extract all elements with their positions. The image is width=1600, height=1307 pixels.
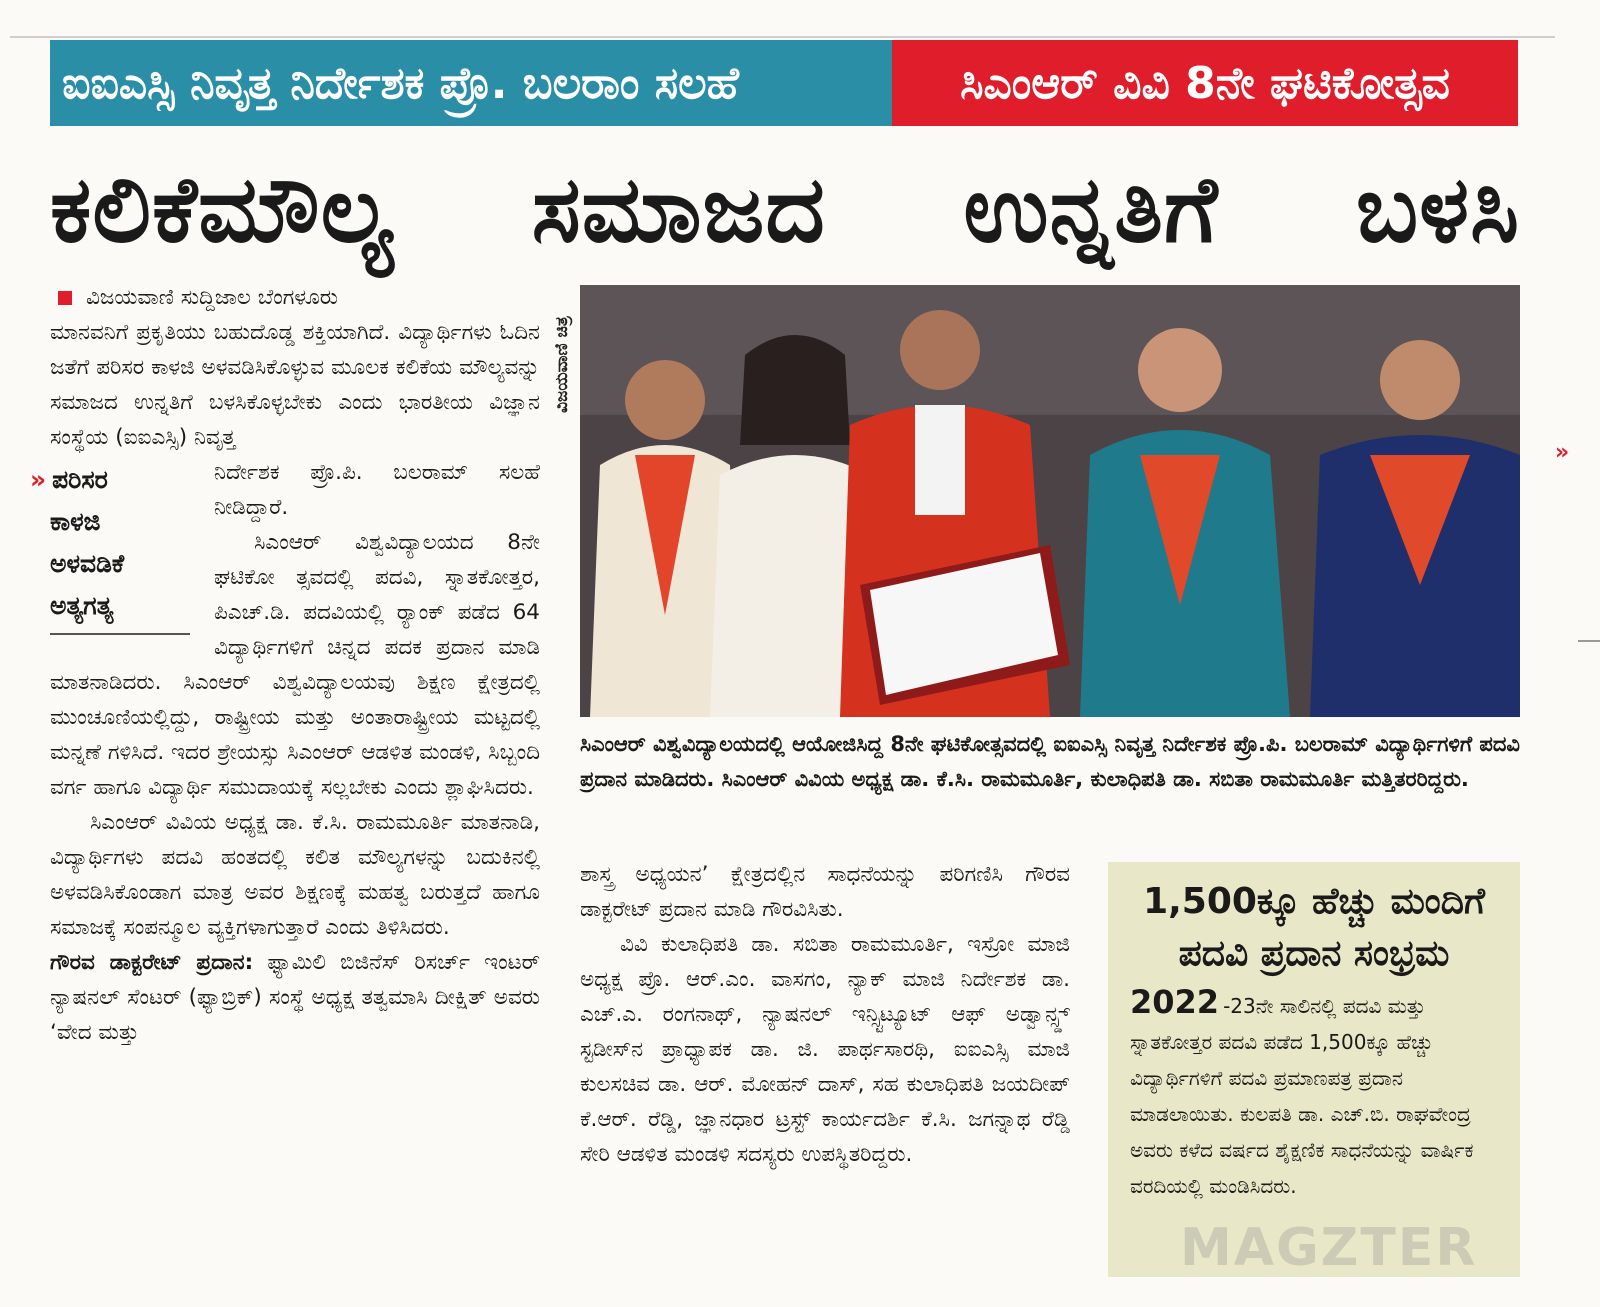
pull-quote-line-3: ಅಳವಡಿಕೆ bbox=[50, 549, 125, 578]
paragraph-intro-cont: ನಿರ್ದೇಶಕ ಪ್ರೊ.ಪಿ. ಬಲರಾಮ್ ಸಲಹೆ ನೀಡಿದ್ದಾರೆ. bbox=[214, 460, 540, 520]
adjacent-article-rule bbox=[1578, 640, 1600, 642]
sidebar-title: 1,500ಕ್ಕೂ ಹೆಚ್ಚು ಮಂದಿಗೆ ಪದವಿ ಪ್ರದಾನ ಸಂಭ್ರಮ bbox=[1143, 881, 1485, 974]
paragraph-4-text: ಫ್ಯಾಮಿಲಿ ಬಿಜಿನೆಸ್ ರಿಸರ್ಚ್ ಇಂಟರ್ ನ್ಯಾಷನಲ್ ಸೆಂಟರ್ (ಫ್ಯಾಬ್ರಿಕ್) ಸಂಸ್ಥೆ ಅಧ್ಯಕ್ಷ ತತ್ವಮಾಸಿ ದೀಕ್ಷಿತ್ ಅವರು ‘ವೇದ ಮತ್ತು bbox=[50, 950, 540, 1045]
paragraph-2: ಸಿಎಂಆರ್ ವಿಶ್ವವಿದ್ಯಾಲಯದ 8ನೇ ಘಟಿಕೋ ತ್ಸವದಲ್ಲಿ ಪದವಿ, ಸ್ನಾತಕೋತ್ತರ, ಪಿಎಚ್.ಡಿ. ಪದವಿಯಲ್ಲಿ ರ‍್ಯಾಂಕ್ ಪಡೆದ 64 ವಿದ್ಯಾರ್ಥಿಗಳಿಗೆ ಚಿನ್ನದ ಪದಕ ಪ್ರದಾನ ಮಾಡಿ ಮಾತನಾಡಿದರು. ಸಿಎಂಆರ್ ವಿಶ್ವವಿದ್ಯಾಲಯವು ಶಿಕ್ಷಣ ಕ್ಷೇತ್ರದಲ್ಲಿ ಮುಂಚೂಣಿಯಲ್ಲಿದ್ದು, ರಾಷ್ಟ್ರೀಯ ಮತ್ತು ಅಂತಾರಾಷ್ಟ್ರೀಯ ಮಟ್ಟದಲ್ಲಿ ಮನ್ನಣೆ ಗಳಿಸಿದೆ. ಇದರ ಶ್ರೇಯಸ್ಸು ಸಿಎಂಆರ್ ಆಡಳಿತ ಮಂಡಳಿ, ಸಿಬ್ಬಂದಿ ವರ್ಗ ಹಾಗೂ ವಿದ್ಯಾರ್ಥಿ ಸಮುದಾಯಕ್ಕೆ ಸಲ್ಲಬೇಕು ಎಂದು ಶ್ಲಾಘಿಸಿದರು. bbox=[50, 530, 540, 800]
pull-quote-arrow-icon: » bbox=[30, 465, 47, 494]
column-2-paragraph-1: ಶಾಸ್ತ್ರ ಅಧ್ಯಯನ’ ಕ್ಷೇತ್ರದಲ್ಲಿನ ಸಾಧನೆಯನ್ನು ಪರಿಗಣಿಸಿ ಗೌರವ ಡಾಕ್ಟರೇಟ್ ಪ್ರದಾನ ಮಾಡಿ ಗೌರವಿಸಿತು. bbox=[580, 862, 1070, 922]
photo-illustration bbox=[580, 285, 1520, 717]
pull-quote-line-1: ಪರಿಸರ bbox=[52, 465, 108, 494]
byline-text: ವಿಜಯವಾಣಿ ಸುದ್ದಿಜಾಲ ಬೆಂಗಳೂರು bbox=[86, 285, 338, 310]
pull-quote bbox=[30, 459, 190, 635]
subhead-honorary-doctorate: ಗೌರವ ಡಾಕ್ಟರೇಟ್ ಪ್ರದಾನ: bbox=[50, 950, 254, 975]
magzter-watermark: MAGZTER bbox=[1180, 1218, 1478, 1278]
article-column-1 bbox=[30, 280, 540, 1050]
kicker-right: ಸಿಎಂಆರ್ ವಿವಿ 8ನೇ ಘಟಿಕೋತ್ಸವ bbox=[892, 40, 1518, 126]
byline bbox=[50, 280, 540, 315]
paragraph-intro: ಮಾನವನಿಗೆ ಪ್ರಕೃತಿಯು ಬಹುದೊಡ್ಡ ಶಕ್ತಿಯಾಗಿದೆ. ವಿದ್ಯಾರ್ಥಿಗಳು ಓದಿನ ಜತೆಗೆ ಪರಿಸರ ಕಾಳಜಿ ಅಳವಡಿಸಿಕೊಳ್ಳುವ ಮೂಲಕ ಕಲಿಕೆಯ ಮೌಲ್ಯವನ್ನು ಸಮಾಜದ ಉನ್ನತಿಗೆ ಬಳಸಿಕೊಳ್ಳಬೇಕು ಎಂದು ಭಾರತೀಯ ವಿಜ್ಞಾನ ಸಂಸ್ಥೆಯ (ಐಐಎಸ್ಸಿ) ನಿವೃತ್ತ bbox=[50, 320, 540, 450]
photo-credit: ವಿಜಯವಾಣಿ ಚಿತ್ರ bbox=[552, 316, 572, 414]
byline-square-icon bbox=[58, 291, 72, 305]
sidebar-box bbox=[1108, 862, 1520, 1277]
pull-quote-line-2: ಕಾಳಜಿ bbox=[50, 507, 101, 536]
paragraph-4 bbox=[50, 945, 540, 1050]
headline bbox=[50, 140, 1520, 280]
photo-caption: ಸಿಎಂಆರ್ ವಿಶ್ವವಿದ್ಯಾಲಯದಲ್ಲಿ ಆಯೋಜಿಸಿದ್ದ 8ನೇ ಘಟಿಕೋತ್ಸವದಲ್ಲಿ ಐಐಎಸ್ಸಿ ನಿವೃತ್ತ ನಿರ್ದೇಶಕ ಪ್ರೊ.ಪಿ. ಬಲರಾಮ್ ವಿದ್ಯಾರ್ಥಿಗಳಿಗೆ ಪದವಿ ಪ್ರದಾನ ಮಾಡಿದರು. ಸಿಎಂಆರ್ ವಿವಿಯ ಅಧ್ಯಕ್ಷ ಡಾ. ಕೆ.ಸಿ. ರಾಮಮೂರ್ತಿ, ಕುಲಾಧಿಪತಿ ಡಾ. ಸಬಿತಾ ರಾಮಮೂರ್ತಿ ಮತ್ತಿತರರಿದ್ದರು. bbox=[580, 732, 1520, 791]
news-photo bbox=[580, 285, 1520, 717]
sidebar-year: 2022 bbox=[1130, 983, 1220, 1021]
paragraph-3: ಸಿಎಂಆರ್ ವಿವಿಯ ಅಧ್ಯಕ್ಷ ಡಾ. ಕೆ.ಸಿ. ರಾಮಮೂರ್ತಿ ಮಾತನಾಡಿ, ವಿದ್ಯಾರ್ಥಿಗಳು ಪದವಿ ಹಂತದಲ್ಲಿ ಕಲಿತ ಮೌಲ್ಯಗಳನ್ನು ಬದುಕಿನಲ್ಲಿ ಅಳವಡಿಸಿಕೊಂಡಾಗ ಮಾತ್ರ ಅವರ ಶಿಕ್ಷಣಕ್ಕೆ ಮಹತ್ವ ಬರುತ್ತದೆ ಹಾಗೂ ಸಮಾಜಕ್ಕೆ ಸಂಪನ್ಮೂಲ ವ್ಯಕ್ತಿಗಳಾಗುತ್ತಾರೆ ಎಂದು ತಿಳಿಸಿದರು. bbox=[50, 810, 540, 940]
headline-word-4: ಬಳಸಿ bbox=[1355, 155, 1520, 263]
article-column-2 bbox=[580, 857, 1070, 1172]
adjacent-article-arrow-icon: » bbox=[1555, 440, 1570, 465]
kicker-left: ಐಐಎಸ್ಸಿ ನಿವೃತ್ತ ನಿರ್ದೇಶಕ ಪ್ರೊ. ಬಲರಾಂ ಸಲಹೆ bbox=[50, 40, 892, 126]
top-rule bbox=[10, 36, 1555, 38]
sidebar-body bbox=[1130, 984, 1498, 1204]
headline-word-1: ಕಲಿಕೆಮೌಲ್ಯ bbox=[50, 155, 395, 263]
column-2-paragraph-2: ವಿವಿ ಕುಲಾಧಿಪತಿ ಡಾ. ಸಬಿತಾ ರಾಮಮೂರ್ತಿ, ಇಸ್ರೋ ಮಾಜಿ ಅಧ್ಯಕ್ಷ ಪ್ರೊ. ಆರ್.ಎಂ. ವಾಸಗಂ, ನ್ಯಾಕ್ ಮಾಜಿ ನಿರ್ದೇಶಕ ಡಾ. ಎಚ್.ಎ. ರಂಗನಾಥ್, ನ್ಯಾಷನಲ್ ಇನ್ಸ್ಟಿಟ್ಯೂಟ್ ಆಫ್ ಅಡ್ವಾನ್ಸ್ಡ್ ಸ್ಟಡೀಸ್‌ನ ಪ್ರಾಧ್ಯಾಪಕ ಡಾ. ಜಿ. ಪಾರ್ಥಸಾರಥಿ, ಐಐಎಸ್ಸಿ ಮಾಜಿ ಕುಲಸಚಿವ ಡಾ. ಆರ್. ಮೋಹನ್ ದಾಸ್, ಸಹ ಕುಲಾಧಿಪತಿ ಜಯದೀಪ್ ಕೆ.ಆರ್. ರೆಡ್ಡಿ, ಜ್ಞಾನಧಾರ ಟ್ರಸ್ಟ್ ಕಾರ್ಯದರ್ಶಿ ಕೆ.ಸಿ. ಜಗನ್ನಾಥ ರೆಡ್ಡಿ ಸೇರಿ ಆಡಳಿತ ಮಂಡಳಿ ಸದಸ್ಯರು ಉಪಸ್ಥಿತರಿದ್ದರು. bbox=[580, 932, 1070, 1167]
headline-word-2: ಸಮಾಜದ bbox=[531, 155, 826, 263]
headline-word-3: ಉನ್ನತಿಗೆ bbox=[963, 155, 1219, 263]
pull-quote-line-4: ಅತ್ಯಗತ್ಯ bbox=[50, 591, 114, 620]
sidebar-text: -23ನೇ ಸಾಲಿನಲ್ಲಿ ಪದವಿ ಮತ್ತು ಸ್ನಾತಕೋತ್ತರ ಪದವಿ ಪಡೆದ 1,500ಕ್ಕೂ ಹೆಚ್ಚು ವಿದ್ಯಾರ್ಥಿಗಳಿಗೆ ಪದವಿ ಪ್ರಮಾಣಪತ್ರ ಪ್ರದಾನ ಮಾಡಲಾಯಿತು. ಕುಲಪತಿ ಡಾ. ಎಚ್.ಬಿ. ರಾಘವೇಂದ್ರ ಅವರು ಕಳೆದ ವರ್ಷದ ಶೈಕ್ಷಣಿಕ ಸಾಧನೆಯನ್ನು ವಾರ್ಷಿಕ ವರದಿಯಲ್ಲಿ ಮಂಡಿಸಿದರು. bbox=[1130, 994, 1474, 1198]
